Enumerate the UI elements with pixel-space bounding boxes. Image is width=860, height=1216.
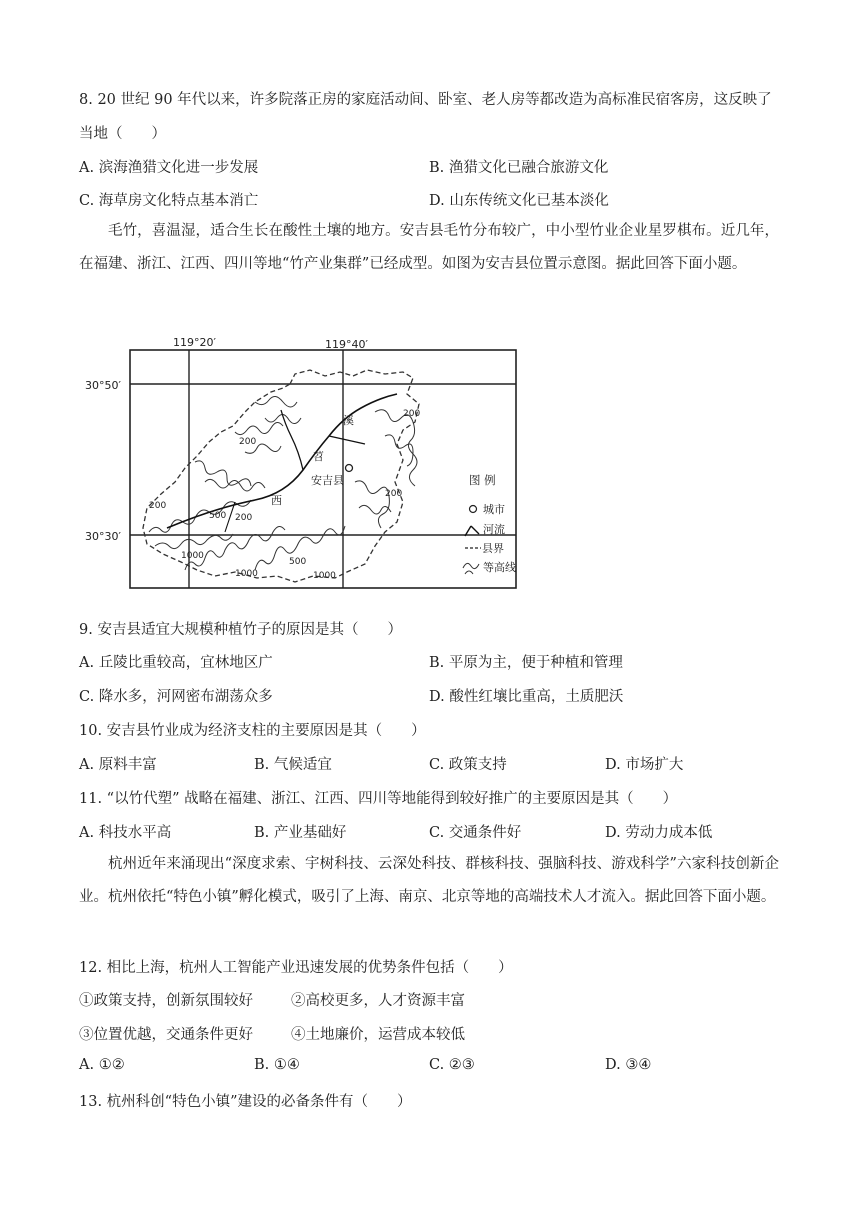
contour-label: 1000 bbox=[181, 551, 204, 561]
contour-line bbox=[375, 410, 417, 486]
contour-label: 200 bbox=[235, 513, 253, 523]
q12-option-b: B. ①④ bbox=[254, 1057, 300, 1073]
q9-stem: 9. 安吉县适宜大规模种植竹子的原因是其（ ） bbox=[79, 622, 402, 638]
q11-option-c: C. 交通条件好 bbox=[429, 825, 522, 841]
q8-stem-line2: 当地（ ） bbox=[79, 126, 166, 142]
passage-bamboo: 毛竹，喜温湿，适合生长在酸性土壤的地方。安吉县毛竹分布较广，中小型竹业企业星罗棋布。近几年，在福建、浙江、江西、四川等地“竹产业集群”已经成型。如图为安吉县位置示意图。据此回答下面小题。 bbox=[79, 223, 779, 272]
q10-option-d: D. 市场扩大 bbox=[605, 757, 684, 773]
q12-option-c: C. ②③ bbox=[429, 1057, 475, 1073]
q8-option-a: A. 滨海渔猎文化进一步发展 bbox=[79, 160, 259, 176]
contour-line bbox=[205, 479, 265, 491]
river-char-west: 西 bbox=[271, 494, 282, 507]
anji-location-map bbox=[85, 332, 530, 594]
q11-option-b: B. 产业基础好 bbox=[254, 825, 347, 841]
map-legend bbox=[463, 473, 516, 574]
contour-label: 500 bbox=[289, 557, 307, 567]
q9-option-d: D. 酸性红壤比重高，土质肥沃 bbox=[429, 689, 624, 705]
q10-option-a: A. 原料丰富 bbox=[79, 757, 157, 773]
city-label: 安吉县 bbox=[311, 474, 344, 487]
q9-option-c: C. 降水多，河网密布湖荡众多 bbox=[79, 689, 273, 705]
contour-line bbox=[355, 481, 389, 528]
legend-contour: 等高线 bbox=[483, 561, 516, 574]
q12-stem: 12. 相比上海，杭州人工智能产业迅速发展的优势条件包括（ ） bbox=[79, 960, 513, 976]
river-char-tiao: 苕 bbox=[313, 450, 324, 463]
contour-label: 500 bbox=[209, 511, 227, 521]
q10-option-b: B. 气候适宜 bbox=[254, 757, 332, 773]
passage-hangzhou: 杭州近年来涌现出“深度求索、宇树科技、云深处科技、群核科技、强脑科技、游戏科学”六家科技创新企业。杭州依托“特色小镇”孵化模式，吸引了上海、南京、北京等地的高端技术人才流入。据此回答下面小题。 bbox=[79, 856, 779, 905]
q12-item-1: ①政策支持，创新氛围较好 bbox=[79, 993, 253, 1009]
lon-label-1: 119°20′ bbox=[173, 336, 216, 349]
contour-label: 200 bbox=[385, 489, 403, 499]
q11-option-a: A. 科技水平高 bbox=[79, 825, 172, 841]
river-char-xi: 溪 bbox=[343, 414, 354, 427]
contour-line bbox=[195, 461, 251, 486]
contour-line bbox=[155, 534, 233, 549]
contour-line bbox=[359, 505, 391, 514]
lat-label-1: 30°50′ bbox=[85, 379, 121, 392]
q10-option-c: C. 政策支持 bbox=[429, 757, 507, 773]
city-marker bbox=[346, 465, 353, 472]
q12-option-a: A. ①② bbox=[79, 1057, 125, 1073]
q12-item-4: ④土地廉价，运营成本较低 bbox=[291, 1027, 465, 1043]
contour-line bbox=[255, 396, 297, 407]
q8-option-c: C. 海草房文化特点基本消亡 bbox=[79, 193, 259, 209]
q11-option-d: D. 劳动力成本低 bbox=[605, 825, 713, 841]
legend-title: 图 例 bbox=[469, 473, 496, 487]
lat-label-2: 30°30′ bbox=[85, 530, 121, 543]
legend-city: 城市 bbox=[483, 503, 505, 516]
contour-label: 200 bbox=[149, 501, 167, 511]
q12-option-d: D. ③④ bbox=[605, 1057, 652, 1073]
q8-stem-line1: 8. 20 世纪 90 年代以来，许多院落正房的家庭活动间、卧室、老人房等都改造为高标准民宿客房，这反映了 bbox=[79, 92, 772, 108]
river-branch bbox=[329, 436, 365, 444]
river-branch bbox=[281, 410, 303, 470]
q13-stem: 13. 杭州科创“特色小镇”建设的必备条件有（ ） bbox=[79, 1094, 412, 1110]
lon-label-2: 119°40′ bbox=[325, 338, 368, 351]
q8-option-d: D. 山东传统文化已基本淡化 bbox=[429, 193, 609, 209]
legend-contour-symbol bbox=[463, 563, 479, 574]
legend-boundary: 县界 bbox=[482, 542, 504, 555]
q9-option-b: B. 平原为主，便于种植和管理 bbox=[429, 655, 623, 671]
q12-item-3: ③位置优越，交通条件更好 bbox=[79, 1027, 253, 1043]
q8-option-b: B. 渔猎文化已融合旅游文化 bbox=[429, 160, 609, 176]
q12-item-2: ②高校更多，人才资源丰富 bbox=[291, 993, 465, 1009]
q10-stem: 10. 安吉县竹业成为经济支柱的主要原因是其（ ） bbox=[79, 723, 426, 739]
legend-city-symbol bbox=[470, 506, 477, 513]
q9-option-a: A. 丘陵比重较高，宜林地区广 bbox=[79, 655, 273, 671]
contour-label: 200 bbox=[403, 409, 421, 419]
contour-label: 1000 bbox=[313, 571, 336, 581]
contour-label: 200 bbox=[239, 437, 257, 447]
contour-label: 1000 bbox=[235, 569, 258, 579]
q11-stem: 11. “以竹代塑” 战略在福建、浙江、江西、四川等地能得到较好推广的主要原因是其（ ） bbox=[79, 791, 678, 807]
legend-river: 河流 bbox=[483, 523, 505, 536]
contour-line bbox=[235, 422, 283, 434]
